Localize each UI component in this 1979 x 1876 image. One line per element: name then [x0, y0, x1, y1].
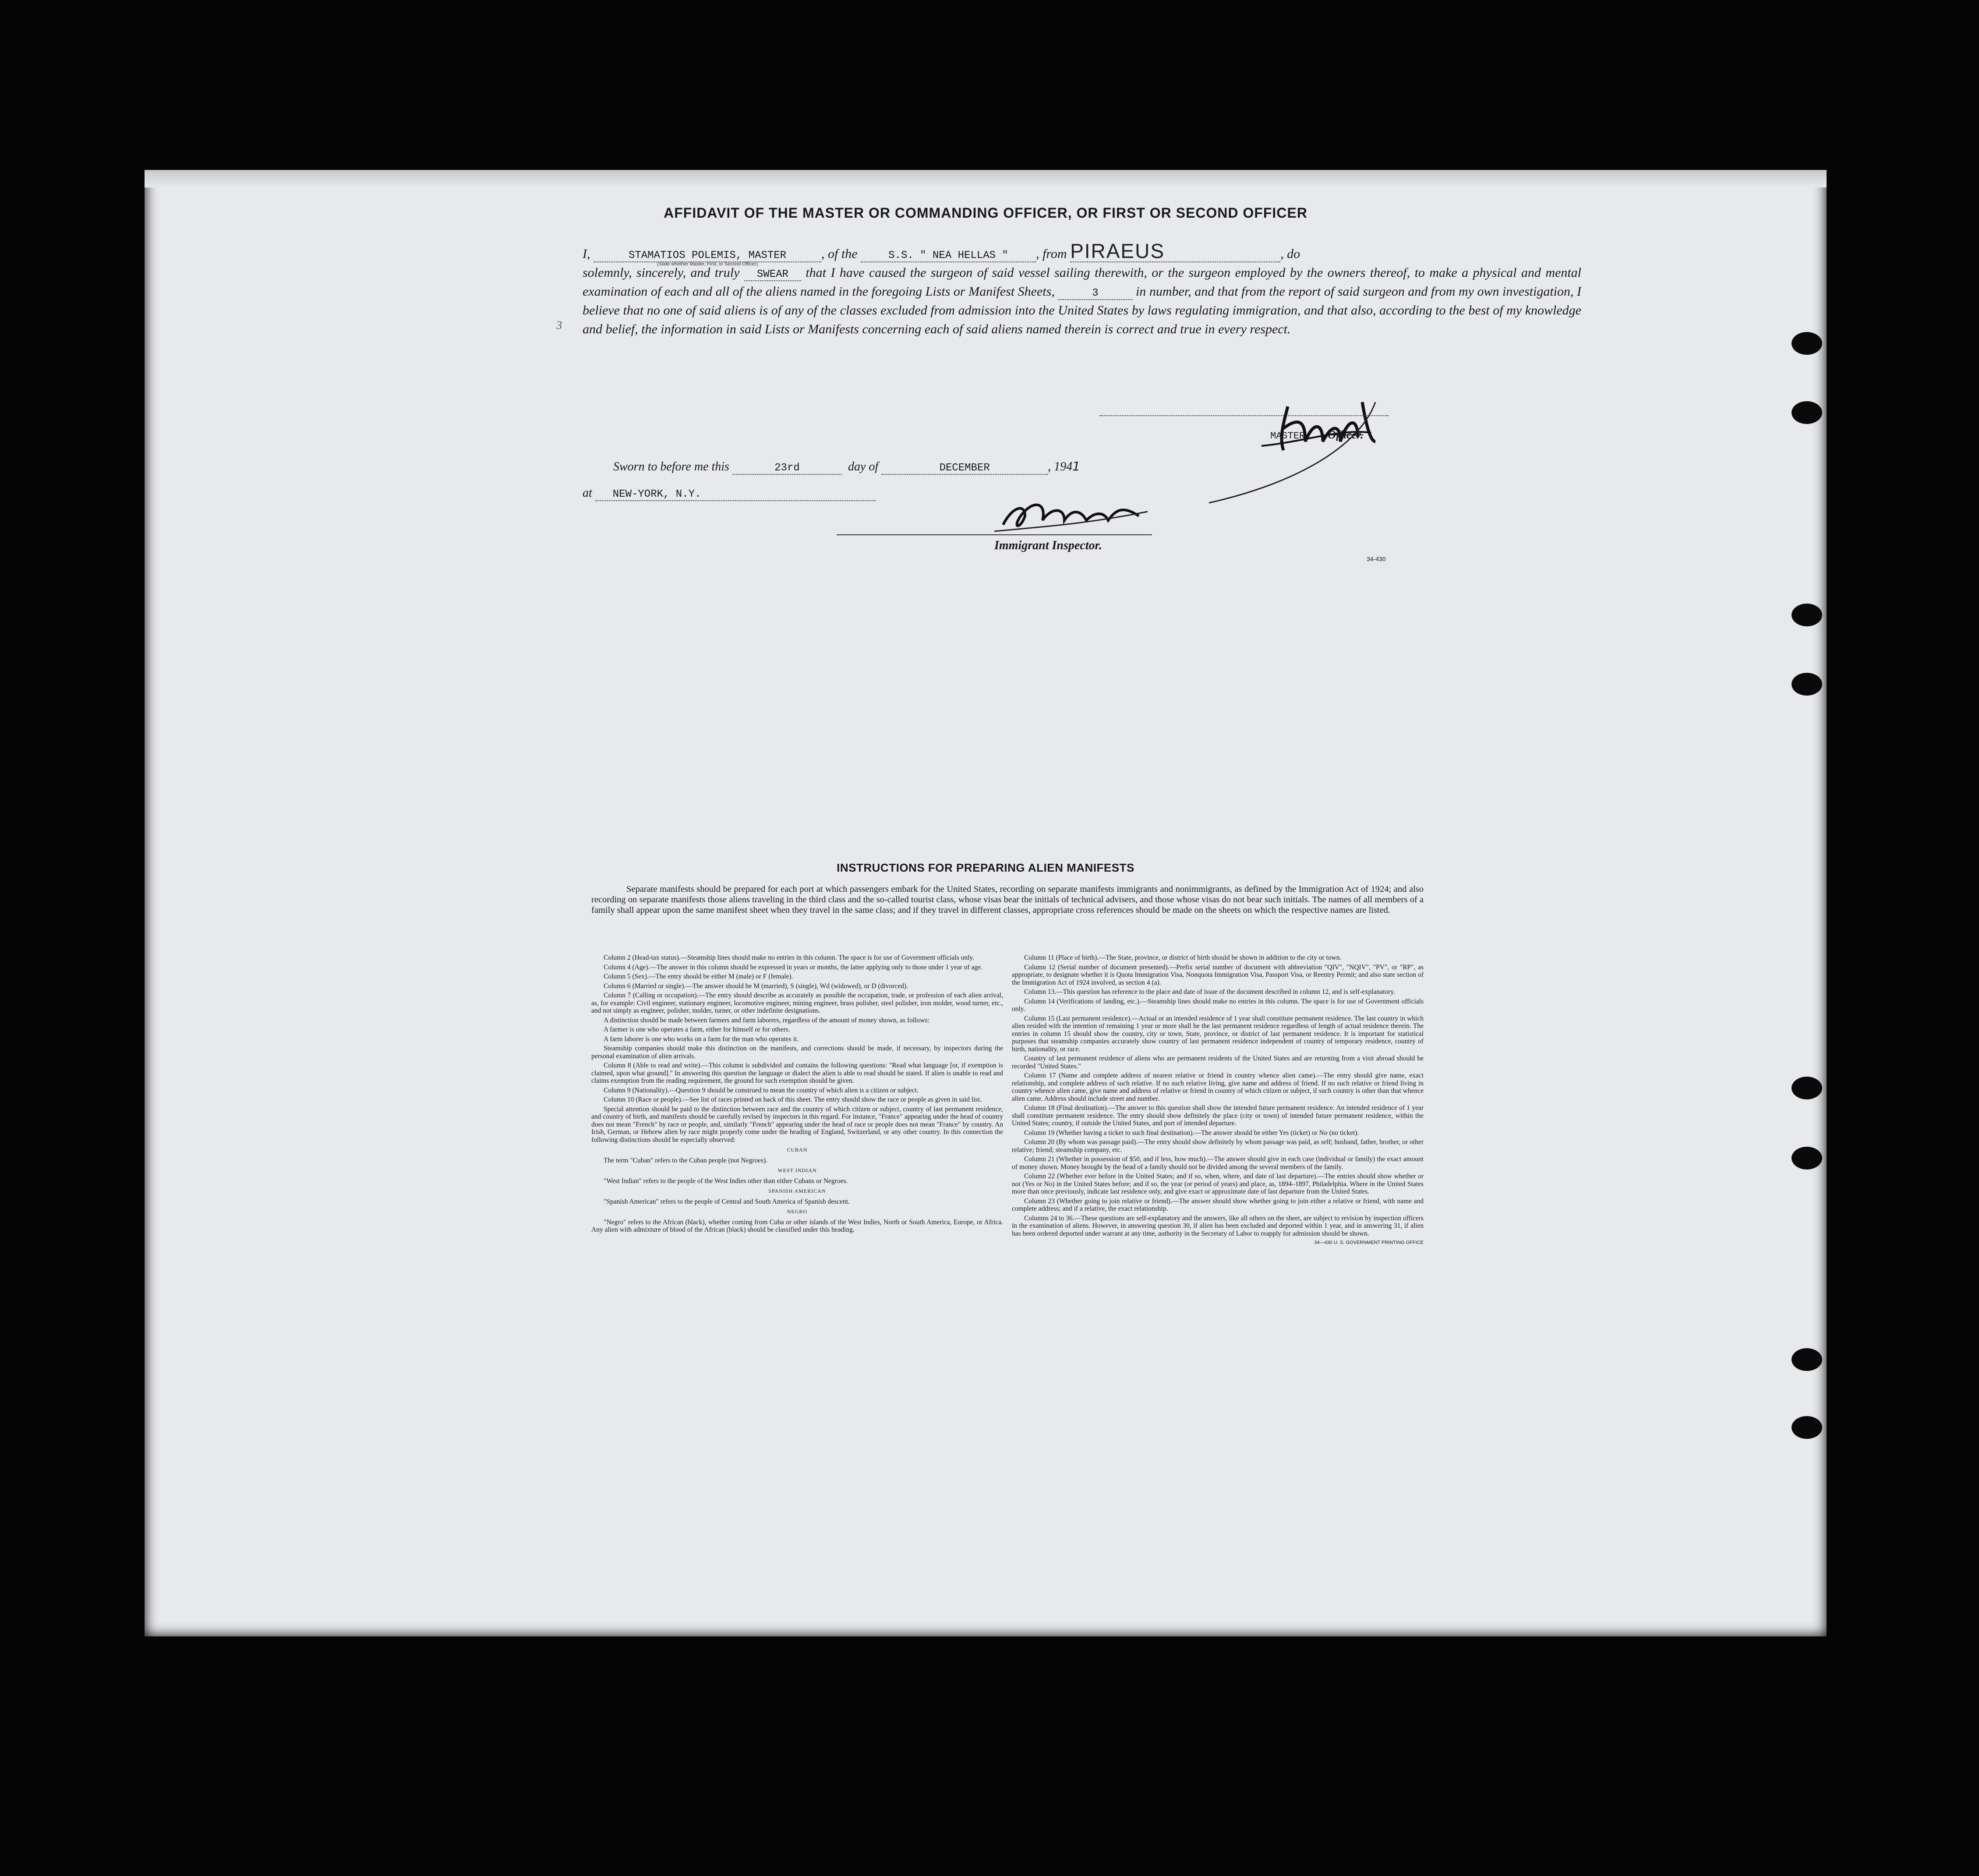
instruction-paragraph: Column 9 (Nationality).—Question 9 should be construed to mean the country of which alien is a citizen or subject.	[604, 1086, 919, 1094]
instruction-paragraph: A farmer is one who operates a farm, either for himself or for others.	[604, 1026, 790, 1033]
instructions-right-column	[1012, 954, 1424, 1249]
instructions-title: INSTRUCTIONS FOR PREPARING ALIEN MANIFESTS	[837, 861, 1134, 874]
instruction-paragraph: Column 12 (Serial number of document presented).—Prefix serial number of document with abbreviation "QIV", "NQIV", "PV", or "RP", as appropriate, to designate whether it is Quota Immigration Visa, Nonquota Immigration Visa, Passport Visa, or Reentry Permit; and also state section of the Immigration Act of 1924 involved, as section 4 (a).	[1012, 963, 1424, 986]
sworn-day-field: 23rd	[732, 463, 842, 475]
master-name-value: STAMATIOS POLEMIS, MASTER	[628, 250, 787, 261]
at-line	[583, 486, 876, 501]
punch-hole	[1792, 673, 1822, 696]
inspector-caption: Immigrant Inspector.	[994, 539, 1102, 552]
punch-hole	[1792, 332, 1822, 355]
day-of-text: day of	[848, 460, 879, 473]
vessel-field: S.S. " NEA HELLAS "	[861, 250, 1036, 262]
affidavit-body	[583, 240, 1582, 339]
solemnly-text: solemnly, sincerely, and truly	[583, 265, 740, 280]
instruction-paragraph: Column 2 (Head-tax status).—Steamship lines should make no entries in this column. The space is for use of Government officials only.	[604, 954, 975, 961]
west-indian-heading: WEST INDIAN	[777, 1167, 817, 1173]
affidavit-paragraph-3: in number, and that from the report of said surgeon and from my own investigation, I believe that no one of said aliens is of any of the classes excluded from admission into the United States by laws regulating immigration, and that also, according to the best of my knowledge and belief, the information in said Lists or Manifests concerning each of said aliens named therein is correct and true in every respect.	[583, 284, 1582, 336]
instructions-left-column	[591, 954, 1003, 1236]
instruction-paragraph: Column 23 (Whether going to join relative or friend).—The answer should show whether going to join either a relative or friend, with name and complete address; and if a relative, the exact relationship.	[1012, 1197, 1424, 1212]
instruction-paragraph: Column 8 (Able to read and write).—This column is subdivided and contains the following questions: "Read what language [or, if exemption is claimed, upon what ground]." In answering this question the language or dialect the alien is able to read should be stated. If alien is unable to read and claims exemption from the reading requirement, the ground for such exemption should be given.	[591, 1062, 1003, 1085]
cuban-definition: The term "Cuban" refers to the Cuban people (not Negroes).	[604, 1156, 768, 1164]
rank-caption: (State whether Master, First, or Second Officer)	[657, 261, 758, 267]
inspector-signature	[994, 490, 1152, 538]
instruction-paragraph: Column 5 (Sex).—The entry should be either M (male) or F (female).	[604, 973, 793, 980]
instruction-paragraph: Column 13.—This question has reference to the place and date of issue of the document described in column 12, and is self-explanatory.	[1024, 988, 1395, 996]
negro-heading: NEGRO	[787, 1208, 808, 1215]
instruction-paragraph: Column 4 (Age).—The answer in this column should be expressed in years or months, the latter applying only to those under 1 year of age.	[604, 963, 982, 971]
instruction-paragraph: Column 6 (Married or single).—The answer should be M (married), S (single), Wd (widowed), or D (divorced).	[604, 982, 908, 990]
of-the-text: , of the	[821, 247, 858, 261]
port-stamp: PIRAEUS	[1070, 240, 1165, 262]
signature-caption	[1270, 428, 1363, 442]
manifest-sheet	[145, 170, 1827, 1636]
affidavit-i: I,	[583, 247, 590, 261]
year-suffix: 1	[1072, 459, 1080, 473]
instruction-paragraph: Column 22 (Whether ever before in the United States; and if so, when, where, and date of last departure).—The entries should show whether or not (Yes or No) in the United States before; and if so, the year (or period of years) and place, as, 1894–1897, Philadelphia. Where in the United States more than once previously, indicate last residence only, and give exact or approximate date of last departure from the United States.	[1012, 1173, 1424, 1195]
instruction-paragraph: Column 19 (Whether having a ticket to such final destination).—The answer should be either Yes (ticket) or No (no ticket).	[1024, 1129, 1359, 1137]
sheet-top-shadow	[145, 170, 1827, 187]
do-text: , do	[1280, 247, 1300, 261]
margin-mark: 3	[556, 319, 562, 332]
instruction-paragraph: Steamship companies should make this distinction on the manifests, and corrections should be made, if necessary, by inspectors during the personal examination of alien arrivals.	[591, 1045, 1003, 1060]
sworn-line	[613, 459, 1080, 475]
instruction-paragraph: Column 18 (Final destination).—The answer to this question shall show the intended future permanent residence. An intended residence of 1 year shall constitute permanent residence. The entry should show definitely the place (city or town) of intended future permanent residence, within the United States; country, if outside the United States, and port of intended departure.	[1012, 1104, 1424, 1127]
west-indian-definition: "West Indian" refers to the people of the West Indies other than either Cubans or Negroes.	[604, 1177, 848, 1185]
place-field: NEW-YORK, N.Y.	[595, 489, 876, 501]
affidavit-form-number: 34-430	[1367, 555, 1386, 562]
inspector-signature-line	[837, 534, 1152, 535]
instruction-paragraph: Country of last permanent residence of aliens who are permanent residents of the United States and are returning from a visit abroad should be recorded "United States."	[1012, 1055, 1424, 1070]
instruction-paragraph: A distinction should be made between farmers and farm laborers, regardless of the amount of money shown, as follows:	[604, 1016, 929, 1024]
negro-definition: "Negro" refers to the African (black), whether coming from Cuba or other islands of the West Indies, North or South America, Europe, or Africa. Any alien with admixture of blood of the African (black) should be classified under this heading.	[591, 1218, 1003, 1233]
spanish-american-heading: SPANISH AMERICAN	[768, 1188, 826, 1194]
instruction-paragraph: A farm laborer is one who works on a farm for the man who operates it.	[604, 1035, 799, 1043]
port-field	[1070, 240, 1280, 262]
punch-hole	[1792, 1147, 1822, 1169]
sheets-count-field: 3	[1058, 288, 1132, 300]
punch-hole	[1792, 1348, 1822, 1371]
instruction-paragraph: Column 15 (Last permanent residence).—Actual or an intended residence of 1 year shall constitute permanent residence. The last country in which alien resided with the intention of remaining 1 year or more shall be the last permanent residence regardless of length of actual residence therein. The entries in column 15 should show the country, city or town, State, province, or district of last permanent residence. It is important for statistical purposes that steamship companies accurately show country of last permanent residence independent of country of temporary residence, country of birth, nationality, or race.	[1012, 1014, 1424, 1053]
punch-hole	[1792, 1077, 1822, 1099]
at-text: at	[583, 486, 592, 500]
instruction-paragraph: Column 7 (Calling or occupation).—The entry should describe as accurately as possible the occupation, trade, or profession of each alien arrival, as, for example: Civil engineer, stationary engineer, locomotive engineer, mining engineer, brass polisher, steel polisher, iron molder, wood turner, etc., and not simply as engineer, polisher, molder, turner, or other indefinite designations.	[591, 992, 1003, 1014]
punch-hole	[1792, 401, 1822, 424]
instruction-paragraph: Column 10 (Race or people).—See list of races printed on back of this sheet. The entry should show the race or people as given in said list.	[604, 1096, 982, 1103]
instructions-intro: Separate manifests should be prepared for each port at which passengers embark for the United States, recording on separate manifests immigrants and nonimmigrants, as defined by the Immigration Act of 1924; and also recording on separate manifests those aliens traveling in the third class and the so-called tourist class, whose visas bear the initials of technical advisers, and those whose visas do not bear such initials. The names of all members of a family shall appear upon the same manifest sheet when they travel in the same class; and if they travel in different classes, appropriate cross references should be made on the sheets on which the respective names are listed.	[591, 884, 1424, 915]
instruction-paragraph: Column 11 (Place of birth).—The State, province, or district of birth should be shown in addition to the city or town.	[1024, 954, 1342, 961]
cuban-heading: CUBAN	[787, 1147, 808, 1153]
year-prefix: , 194	[1048, 460, 1073, 473]
printing-office-footer: 34—430 U. S. GOVERNMENT PRINTING OFFICE	[1314, 1240, 1424, 1245]
sworn-text: Sworn to before me this	[613, 460, 729, 473]
master-signature-line	[1099, 415, 1389, 416]
instruction-paragraph: Column 21 (Whether in possession of $50, and if less, how much).—The answer should give in each case (individual or family) the exact amount of money shown. Money brought by the head of a family should not be divided among the several members of the family.	[1012, 1155, 1424, 1171]
officer-struck: Officer.	[1328, 428, 1364, 441]
instruction-paragraph: Special attention should be paid to the distinction between race and the country of which citizen or subject, country of last permanent residence, and country of birth, and manifests should be carefully revised by inspectors in this regard. For instance, "France" appearing under the head of country does not mean "French" by race or people, and, similarly "French" appearing under the head of race or people does not mean "France" by country. An Irish, German, or Hebrew alien by race might properly come under the heading of England, Switzerland, or any other country. In this connection the following distinctions should be especially observed:	[591, 1105, 1003, 1144]
spanish-american-definition: "Spanish American" refers to the people of Central and South America of Spanish descent.	[604, 1198, 850, 1205]
instruction-paragraph: Column 20 (By whom was passage paid).—The entry should show definitely by whom passage was paid, as self; husband, father, brother, or other relative; friend; steamship company, etc.	[1012, 1138, 1424, 1154]
oath-field: SWEAR	[744, 269, 801, 281]
affidavit-paragraph-2: that I have caused the surgeon of said vessel sailing therewith, or the surgeon employed by the owners thereof, to make a physical and mental examination of each and all of the aliens named in the foregoing Lists or Manifest Sheets,	[583, 265, 1581, 299]
instruction-paragraph: Columns 24 to 36.—These questions are self-explanatory and the answers, like all others on the sheet, are subject to revision by inspection officers in the examination of aliens. However, in answering question 30, if alien has been excluded and deported within 1 year, and in answering 31, if alien has been ordered deported under warrant at any time, authority in the Secretary of Labor to reapply for admission should be shown.	[1012, 1214, 1424, 1237]
affidavit-title: AFFIDAVIT OF THE MASTER OR COMMANDING OFFICER, OR FIRST OR SECOND OFFICER	[664, 205, 1308, 221]
master-name-field	[594, 250, 821, 267]
punch-hole	[1792, 1416, 1822, 1439]
master-signature	[1174, 376, 1445, 507]
from-text: , from	[1036, 247, 1067, 261]
instruction-paragraph: Column 14 (Verifications of landing, etc.).—Steamship lines should make no entries in this column. The space is for use of Government officials only.	[1012, 997, 1424, 1013]
sworn-month-field: DECEMBER	[881, 463, 1048, 475]
punch-hole	[1792, 604, 1822, 626]
signature-title: MASTER	[1270, 431, 1305, 442]
instruction-paragraph: Column 17 (Name and complete address of nearest relative or friend in country whence alien came).—The entry should give name, exact relationship, and complete address of such relative. If no such relative living, give name and address of friend. If no such relative or friend living in country whence alien came, give name and address of relative or friend in country of which citizen or subject, if such country is other than that whence alien came. Address should include street and number.	[1012, 1072, 1424, 1102]
